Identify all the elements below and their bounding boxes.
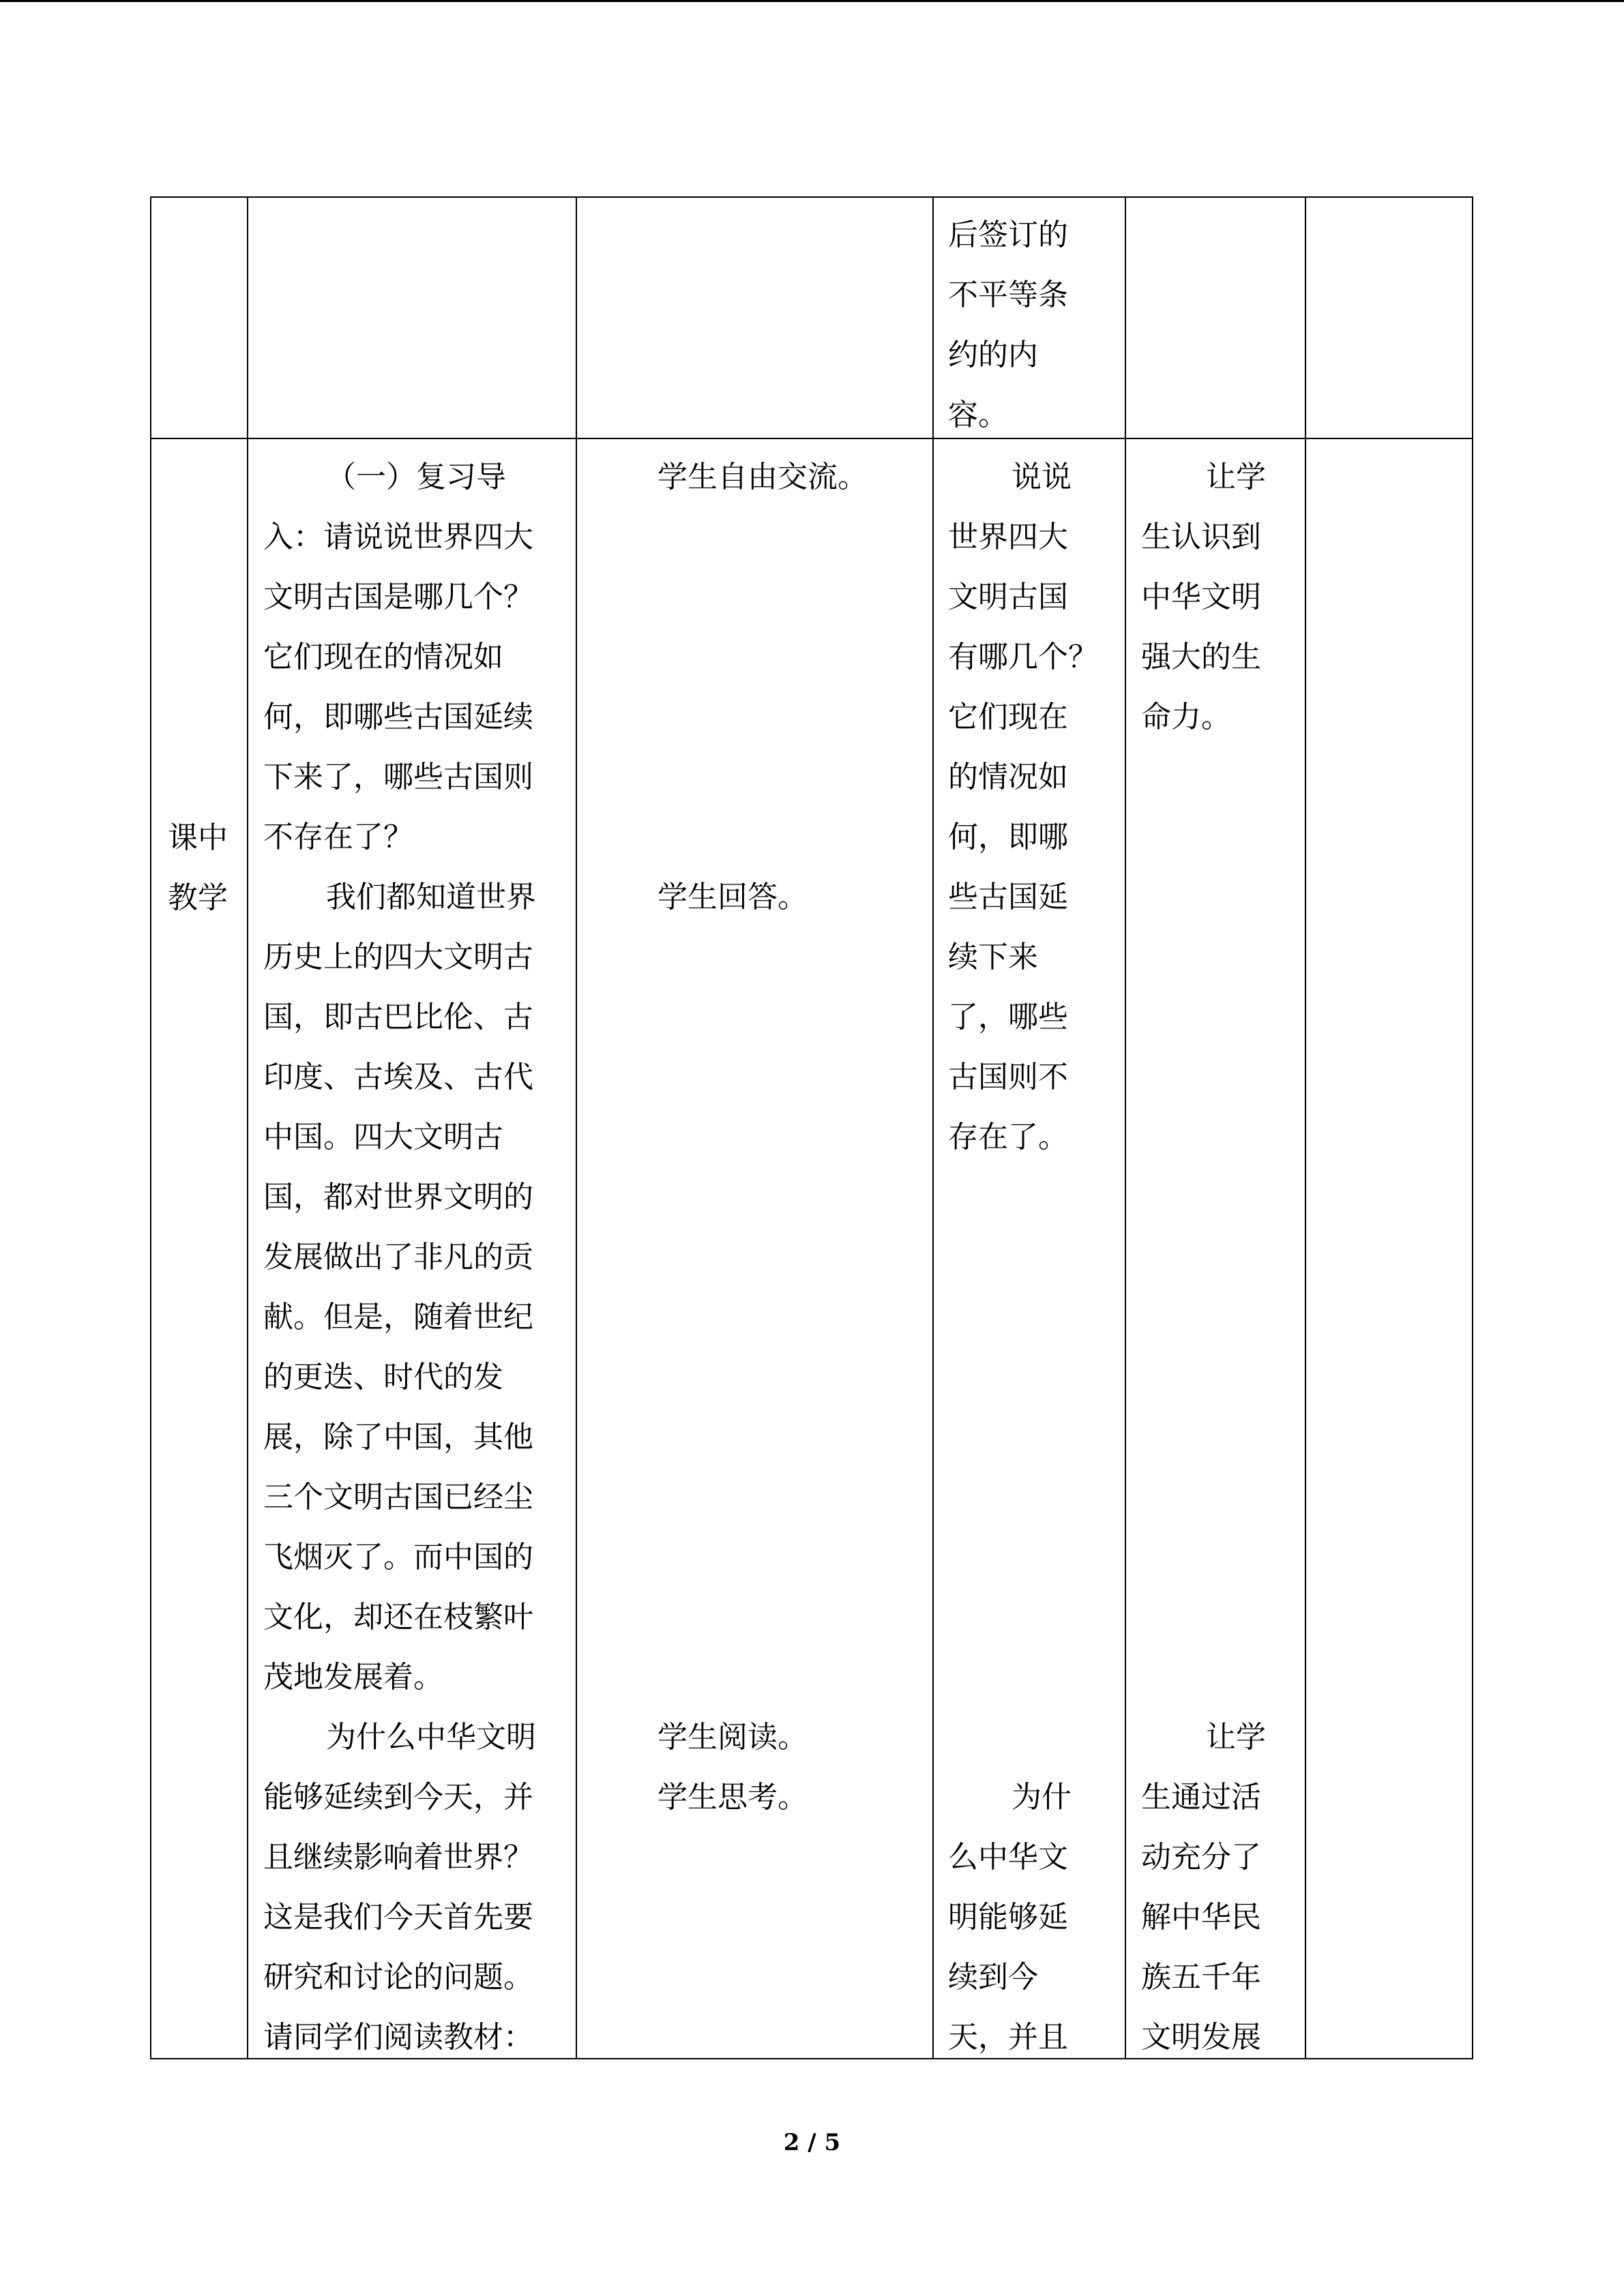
cell-text-line: 生通过活 (1141, 1780, 1261, 1815)
cell-text-line: 有哪几个？ (948, 640, 1098, 674)
cell-text-line: 何，即哪 (948, 820, 1068, 854)
cell-text-line: 研究和讨论的问题。 (263, 1960, 533, 1995)
cell-text-line: 学生思考。 (658, 1780, 808, 1815)
cell-text-line: 文明古国是哪几个？ (263, 580, 533, 614)
cell-text-line: 印度、古埃及、古代 (263, 1060, 533, 1094)
section-label: 课中 (168, 820, 228, 855)
cell-text-line: 茂地发展着。 (263, 1660, 443, 1695)
cell-text-line: 这是我们今天首先要 (263, 1900, 533, 1935)
cell-text-line: 解中华民 (1141, 1900, 1261, 1935)
cell-text-line: 古国则不 (948, 1060, 1068, 1094)
cell-text-line: 国，即古巴比伦、古 (263, 1000, 533, 1034)
col-divider-2 (576, 196, 577, 2059)
cell-text-line: 我们都知道世界 (326, 880, 536, 914)
col-divider-1 (247, 196, 248, 2059)
cell-text-line: 为什么中华文明 (326, 1720, 536, 1755)
cell-text-line: 动充分了 (1141, 1840, 1261, 1875)
cell-text-line: 国，都对世界文明的 (263, 1180, 533, 1214)
cell-text-line: 学生自由交流。 (658, 460, 868, 494)
cell-text-line: 不存在了？ (263, 820, 413, 854)
cell-text-line: 明能够延 (948, 1900, 1068, 1935)
cell-text-line: 为什 (1012, 1780, 1072, 1815)
cell-text-line: 学生阅读。 (658, 1720, 808, 1755)
cell-text-line: （一）复习导 (326, 460, 506, 494)
cell-text-line: 学生回答。 (658, 880, 808, 914)
cell-text-line: 让学 (1206, 460, 1266, 494)
cell-text-line: 些古国延 (948, 880, 1068, 914)
cell-text-line: 不平等条 (948, 278, 1068, 312)
cell-text-line: 了，哪些 (948, 1000, 1068, 1034)
col-divider-5 (1305, 196, 1306, 2059)
cell-text-line: 文化，却还在枝繁叶 (263, 1600, 533, 1635)
cell-text-line: 续到今 (948, 1960, 1038, 1995)
row-divider (150, 438, 1473, 439)
cell-text-line: 让学 (1206, 1720, 1266, 1755)
cell-text-line: 约的内 (948, 338, 1038, 372)
cell-text-line: 展，除了中国，其他 (263, 1420, 533, 1455)
cell-text-line: 世界四大 (948, 520, 1068, 554)
page-number: 2 / 5 (783, 2129, 841, 2156)
section-label: 教学 (168, 880, 228, 915)
cell-text-line: 飞烟灭了。而中国的 (263, 1540, 533, 1575)
cell-text-line: 强大的生 (1141, 640, 1261, 674)
cell-text-line: 何，即哪些古国延续 (263, 700, 533, 734)
col-divider-0 (150, 196, 151, 2059)
cell-text-line: 天，并且 (948, 2020, 1068, 2055)
cell-text-line: 族五千年 (1141, 1960, 1261, 1995)
cell-text-line: 存在了。 (948, 1120, 1068, 1154)
cell-text-line: 发展做出了非凡的贡 (263, 1240, 533, 1274)
cell-text-line: 文明古国 (948, 580, 1068, 614)
cell-text-line: 的更迭、时代的发 (263, 1360, 503, 1395)
cell-text-line: 续下来 (948, 940, 1038, 974)
col-divider-6 (1472, 196, 1473, 2059)
cell-text-line: 的情况如 (948, 760, 1068, 794)
col-divider-3 (932, 196, 934, 2059)
cell-text-line: 三个文明古国已经尘 (263, 1480, 533, 1515)
cell-text-line: 能够延续到今天，并 (263, 1780, 533, 1815)
cell-text-line: 中华文明 (1141, 580, 1261, 614)
col-divider-4 (1125, 196, 1126, 2059)
cell-text-line: 么中华文 (948, 1840, 1068, 1875)
cell-text-line: 中国。四大文明古 (263, 1120, 503, 1154)
cell-text-line: 容。 (948, 398, 1008, 432)
cell-text-line: 生认识到 (1141, 520, 1261, 554)
cell-text-line: 历史上的四大文明古 (263, 940, 533, 974)
cell-text-line: 命力。 (1141, 700, 1231, 734)
cell-text-line: 文明发展 (1141, 2020, 1261, 2055)
table-top-border (150, 196, 1473, 198)
cell-text-line: 后签订的 (948, 218, 1068, 252)
cell-text-line: 入：请说说世界四大 (263, 520, 533, 554)
cell-text-line: 献。但是，随着世纪 (263, 1300, 533, 1335)
cell-text-line: 且继续影响着世界？ (263, 1840, 533, 1875)
cell-text-line: 它们现在的情况如 (263, 640, 503, 674)
cell-text-line: 下来了，哪些古国则 (263, 760, 533, 794)
cell-text-line: 它们现在 (948, 700, 1068, 734)
cell-text-line: 说说 (1012, 460, 1072, 494)
cell-text-line: 请同学们阅读教材： (263, 2020, 533, 2055)
